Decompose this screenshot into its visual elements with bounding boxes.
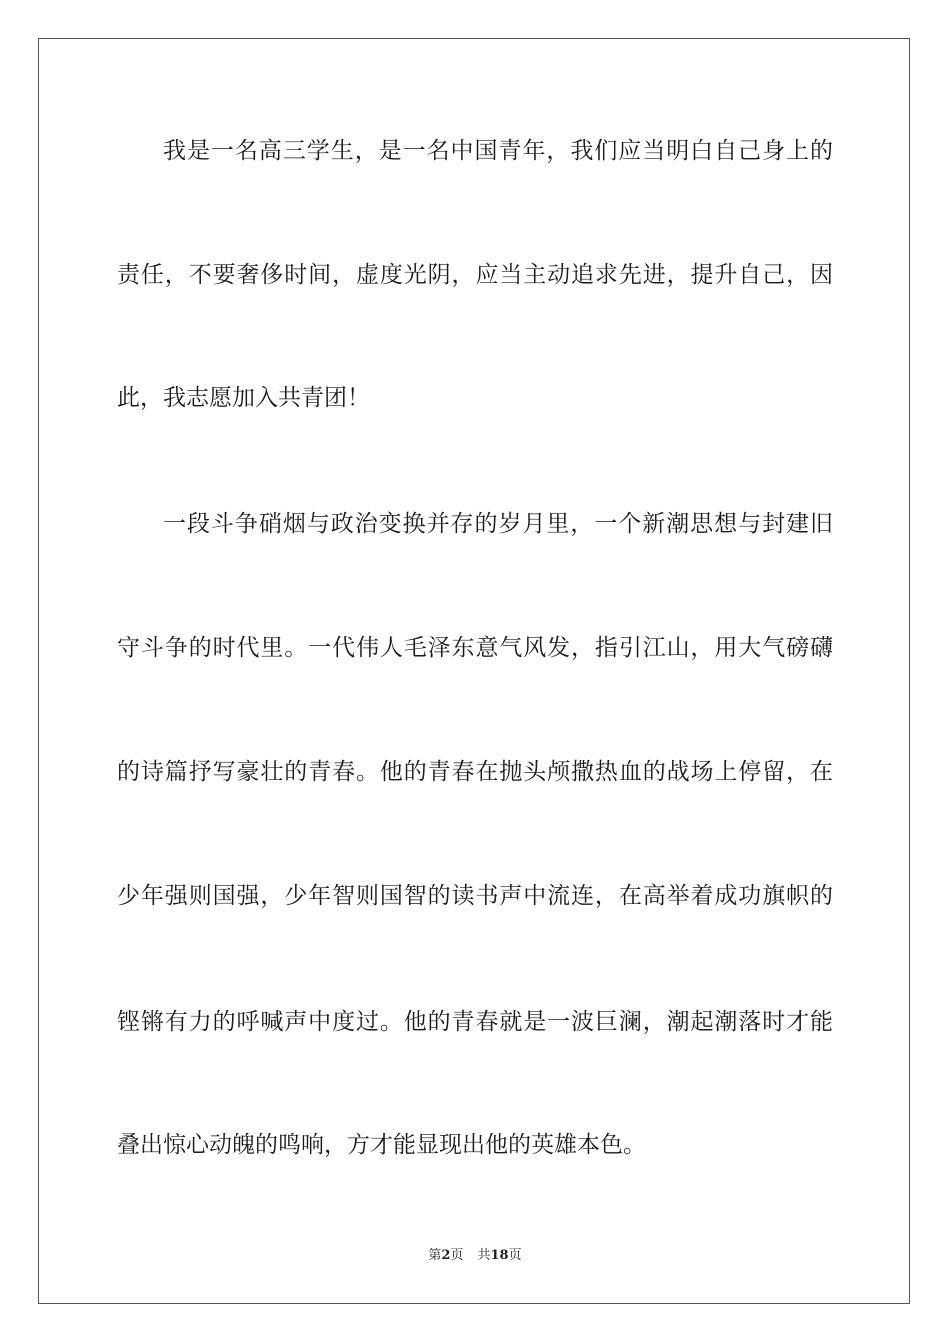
footer-total-pages: 18 bbox=[490, 1248, 509, 1263]
paragraph-2-line-2: 守斗争的时代里。一代伟人毛泽东意气风发，指引江山，用大气磅礴 bbox=[117, 635, 833, 661]
paragraph-2-line-6: 叠出惊心动魄的鸣响，方才能显现出他的英雄本色。 bbox=[117, 1132, 646, 1158]
page-border bbox=[38, 38, 910, 1304]
paragraph-2-line-3: 的诗篇抒写豪壮的青春。他的青春在抛头颅撒热血的战场上停留，在 bbox=[117, 759, 833, 785]
paragraph-1-line-3: 此，我志愿加入共青团！ bbox=[117, 385, 370, 411]
paragraph-2-line-1: 一段斗争硝烟与政治变换并存的岁月里，一个新潮思想与封建旧 bbox=[163, 511, 833, 537]
page-footer bbox=[0, 1248, 950, 1264]
footer-page-number: 2 bbox=[441, 1248, 451, 1263]
paragraph-1-line-2: 责任，不要奢侈时间，虚度光阴，应当主动追求先进，提升自己，因 bbox=[117, 262, 833, 288]
footer-total-prefix: 共 bbox=[477, 1248, 491, 1263]
footer-page-suffix: 页 bbox=[450, 1248, 464, 1263]
footer-total-suffix: 页 bbox=[508, 1248, 522, 1263]
footer-page-prefix: 第 bbox=[428, 1248, 442, 1263]
paragraph-2-line-5: 铿锵有力的呼喊声中度过。他的青春就是一波巨澜，潮起潮落时才能 bbox=[117, 1009, 833, 1035]
paragraph-1-line-1: 我是一名高三学生，是一名中国青年，我们应当明白自己身上的 bbox=[163, 138, 833, 164]
paragraph-2-line-4: 少年强则国强，少年智则国智的读书声中流连，在高举着成功旗帜的 bbox=[117, 883, 833, 909]
